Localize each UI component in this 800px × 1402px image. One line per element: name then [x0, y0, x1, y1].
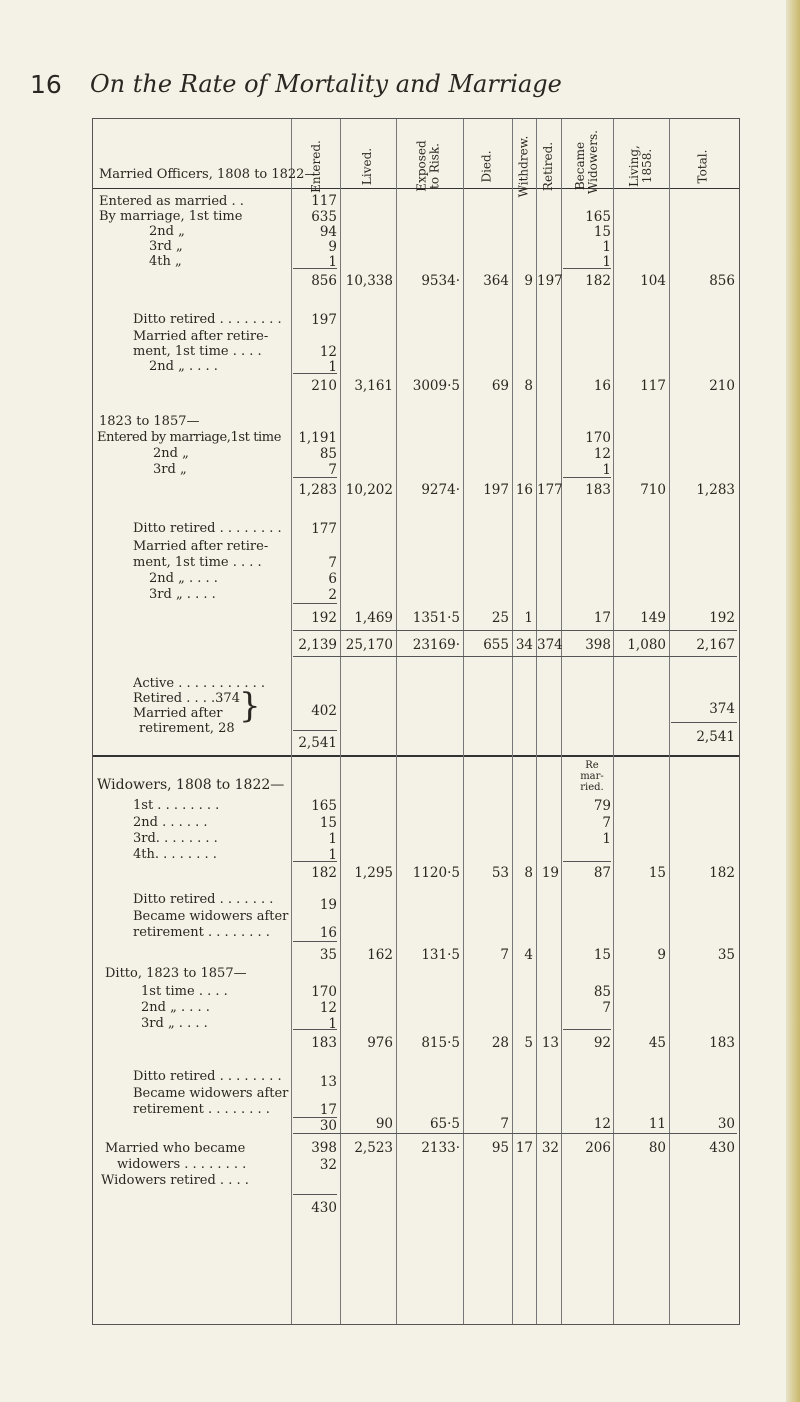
table-cell: 2,523: [354, 1140, 393, 1156]
table-cell: 17: [593, 610, 611, 626]
table-cell: 17: [515, 1140, 533, 1156]
row-label: Married after retire-: [133, 539, 269, 554]
table-cell: 15: [319, 815, 337, 831]
table-cell: 374: [709, 701, 735, 717]
table-cell: 183: [709, 1035, 735, 1051]
row-label: 3rd „: [149, 239, 183, 254]
subtotal-rule: [293, 1133, 737, 1134]
row-label: 2nd „ . . . .: [149, 571, 218, 586]
table-cell: 182: [585, 273, 611, 289]
table-cell: 32: [541, 1140, 559, 1156]
table-cell: 182: [709, 865, 735, 881]
table-cell: 104: [640, 273, 666, 289]
row-label: Ditto, 1823 to 1857—: [105, 966, 247, 981]
table-cell: 2,541: [696, 729, 735, 745]
column-header-total: Total.: [695, 149, 710, 183]
row-label: 3rd „ . . . .: [141, 1016, 208, 1031]
table-cell: 12: [319, 344, 337, 360]
table-cell: 12: [319, 1000, 337, 1016]
table-cell: 1,283: [298, 482, 337, 498]
table-cell: 430: [709, 1140, 735, 1156]
table-cell: 5: [524, 1035, 533, 1051]
table-cell: 17: [319, 1102, 337, 1118]
column-header-living-1858: Living, 1858.: [627, 145, 654, 187]
table-cell: 1,295: [354, 865, 393, 881]
brace-icon: }: [239, 686, 261, 726]
table-cell: 7: [328, 555, 337, 571]
table-cell: 149: [640, 610, 666, 626]
table-cell: 13: [541, 1035, 559, 1051]
table-cell: 25: [491, 610, 509, 626]
table-cell: 162: [367, 947, 393, 963]
remarried-note: Re mar-ried.: [580, 760, 604, 793]
table-cell: 9534·: [421, 273, 460, 289]
subtotal-rule: [293, 1194, 337, 1195]
table-cell: 374: [537, 637, 563, 653]
table-cell: 12: [593, 1116, 611, 1132]
table-cell: 19: [319, 897, 337, 913]
subtotal-rule: [293, 656, 737, 657]
row-label: ment, 1st time . . . .: [133, 344, 262, 359]
table-cell: 197: [537, 273, 563, 289]
table-cell: 19: [541, 865, 559, 881]
table-cell: 32: [319, 1157, 337, 1173]
row-label: 4th „: [149, 254, 182, 269]
section-divider: [93, 755, 739, 757]
table-cell: 9: [328, 239, 337, 255]
column-header-entered: Entered.: [308, 139, 323, 193]
table-cell: 30: [717, 1116, 735, 1132]
table-cell: 2,139: [298, 637, 337, 653]
row-label: 2nd . . . . . .: [133, 815, 208, 830]
table-cell: 90: [375, 1116, 393, 1132]
table-cell: 7: [328, 462, 337, 478]
row-label: widowers . . . . . . . .: [117, 1157, 247, 1172]
row-label: retirement . . . . . . . .: [133, 1102, 270, 1117]
table-cell: 1: [328, 254, 337, 270]
row-label: Ditto retired . . . . . . . .: [133, 312, 282, 327]
table-cell: 28: [491, 1035, 509, 1051]
table-cell: 2,541: [298, 735, 337, 751]
table-cell: 398: [311, 1140, 337, 1156]
row-label: 2nd „ . . . .: [149, 359, 218, 374]
table-cell: 15: [593, 947, 611, 963]
row-label: 1st time . . . .: [141, 984, 228, 999]
table-cell: 35: [319, 947, 337, 963]
table-cell: 177: [311, 521, 337, 537]
table-cell: 1: [328, 847, 337, 863]
table-cell: 192: [311, 610, 337, 626]
table-cell: 95: [491, 1140, 509, 1156]
table-cell: 210: [311, 378, 337, 394]
table-cell: 8: [524, 865, 533, 881]
table-cell: 182: [311, 865, 337, 881]
table-cell: 117: [640, 378, 666, 394]
table-cell: 85: [593, 984, 611, 1000]
table-cell: 34: [515, 637, 533, 653]
table-cell: 1: [602, 239, 611, 255]
subtotal-rule: [563, 1029, 611, 1030]
row-label: 1st . . . . . . . .: [133, 798, 220, 813]
row-label: Married after: [133, 706, 223, 721]
table-cell: 92: [593, 1035, 611, 1051]
table-cell: 131·5: [421, 947, 460, 963]
table-cell: 7: [500, 1116, 509, 1132]
table-cell: 402: [311, 703, 337, 719]
row-label: Became widowers after: [133, 909, 289, 924]
row-label: 2nd „: [153, 446, 189, 461]
row-label: By marriage, 1st time: [99, 209, 243, 224]
table-cell: 192: [709, 610, 735, 626]
table-cell: 1: [602, 831, 611, 847]
table-cell: 815·5: [421, 1035, 460, 1051]
row-label: 3rd „: [153, 462, 187, 477]
table-cell: 94: [319, 224, 337, 240]
page-edge: [786, 0, 800, 1402]
row-label: Active . . . . . . . . . . .: [133, 676, 265, 691]
table-cell: 1: [602, 254, 611, 270]
table-cell: 9: [657, 947, 666, 963]
table-cell: 1: [328, 359, 337, 375]
table-cell: 364: [483, 273, 509, 289]
table-cell: 165: [311, 798, 337, 814]
table-cell: 635: [311, 209, 337, 225]
table-cell: 7: [602, 815, 611, 831]
subtotal-rule: [293, 603, 337, 604]
table-cell: 1,191: [298, 430, 337, 446]
table-cell: 210: [709, 378, 735, 394]
table-cell: 1,080: [627, 637, 666, 653]
row-label: retirement . . . . . . . .: [133, 925, 270, 940]
column-rule: [463, 119, 464, 1324]
row-label: Married who became: [105, 1141, 246, 1156]
table-cell: 183: [585, 482, 611, 498]
row-label: 2nd „: [149, 224, 185, 239]
table-cell: 197: [311, 312, 337, 328]
table-cell: 856: [709, 273, 735, 289]
table-cell: 12: [593, 446, 611, 462]
table-cell: 35: [717, 947, 735, 963]
table-cell: 69: [491, 378, 509, 394]
table-cell: 1,283: [696, 482, 735, 498]
subtotal-rule: [671, 722, 737, 723]
table-cell: 206: [585, 1140, 611, 1156]
table-cell: 1: [328, 1016, 337, 1032]
table-cell: 8: [524, 378, 533, 394]
table-cell: 6: [328, 571, 337, 587]
subtotal-rule: [293, 730, 337, 731]
table-cell: 10,338: [345, 273, 393, 289]
subtotal-rule: [563, 861, 611, 862]
table-cell: 1120·5: [412, 865, 460, 881]
table-cell: 170: [311, 984, 337, 1000]
table-cell: 1: [328, 831, 337, 847]
table-cell: 30: [319, 1118, 337, 1134]
row-label: 4th. . . . . . . .: [133, 847, 217, 862]
row-label: ment, 1st time . . . .: [133, 555, 262, 570]
table-cell: 2: [328, 587, 337, 603]
row-label: Married Officers, 1808 to 1822—: [99, 167, 318, 182]
subtotal-rule: [293, 941, 337, 942]
table-cell: 177: [537, 482, 563, 498]
table-cell: 2133·: [421, 1140, 460, 1156]
table-cell: 2,167: [696, 637, 735, 653]
row-label: Retired . . . .374: [133, 691, 240, 706]
table-cell: 1351·5: [412, 610, 460, 626]
table-cell: 165: [585, 209, 611, 225]
table-cell: 87: [593, 865, 611, 881]
column-rule: [669, 119, 670, 1324]
table-cell: 25,170: [345, 637, 393, 653]
table-cell: 170: [585, 430, 611, 446]
column-rule: [613, 119, 614, 1324]
row-label: 3rd „ . . . .: [149, 587, 216, 602]
table-cell: 7: [602, 1000, 611, 1016]
row-label: Entered by marriage,1st time: [97, 430, 282, 445]
row-label: 1823 to 1857—: [99, 414, 200, 429]
row-label: 2nd „ . . . .: [141, 1000, 210, 1015]
table-cell: 16: [593, 378, 611, 394]
row-label: 3rd. . . . . . . .: [133, 831, 218, 846]
row-label: Became widowers after: [133, 1086, 289, 1101]
row-label: Ditto retired . . . . . . . .: [133, 1069, 282, 1084]
table-cell: 85: [319, 446, 337, 462]
table-cell: 15: [593, 224, 611, 240]
row-label: Widowers, 1808 to 1822—: [97, 777, 285, 793]
row-label: Ditto retired . . . . . . . .: [133, 521, 282, 536]
table-cell: 1: [602, 462, 611, 478]
column-header-withdrew: Withdrew.: [516, 135, 531, 197]
table-cell: 1: [524, 610, 533, 626]
table-cell: 1,469: [354, 610, 393, 626]
table-cell: 13: [319, 1074, 337, 1090]
table-cell: 183: [311, 1035, 337, 1051]
table-cell: 856: [311, 273, 337, 289]
table-cell: 23169·: [412, 637, 460, 653]
column-rule: [291, 119, 292, 1324]
table-cell: 197: [483, 482, 509, 498]
row-label: retirement, 28: [139, 721, 235, 736]
row-label: Entered as married . .: [99, 194, 244, 209]
table-cell: 4: [524, 947, 533, 963]
table-cell: 16: [515, 482, 533, 498]
table-cell: 9: [524, 273, 533, 289]
subtotal-rule: [293, 630, 737, 631]
table-cell: 3009·5: [412, 378, 460, 394]
row-label: Widowers retired . . . .: [101, 1173, 249, 1188]
page-number: 16: [30, 70, 62, 99]
table-cell: 11: [648, 1116, 666, 1132]
table-cell: 80: [648, 1140, 666, 1156]
column-rule: [512, 119, 513, 1324]
table-cell: 10,202: [345, 482, 393, 498]
column-header-retired: Retired.: [541, 141, 556, 191]
table-cell: 9274·: [421, 482, 460, 498]
table-cell: 3,161: [354, 378, 393, 394]
table-cell: 976: [367, 1035, 393, 1051]
row-label: Married after retire-: [133, 329, 269, 344]
column-header-became-widowers: Became Widowers.: [573, 130, 600, 194]
table-cell: 65·5: [429, 1116, 460, 1132]
table-cell: 655: [483, 637, 509, 653]
table-cell: 7: [500, 947, 509, 963]
page-header: [30, 70, 770, 110]
table-cell: 45: [648, 1035, 666, 1051]
column-rule: [561, 119, 562, 1324]
row-label: Ditto retired . . . . . . .: [133, 892, 274, 907]
column-rule: [340, 119, 341, 1324]
mortality-table: [92, 118, 740, 1325]
table-cell: 79: [593, 798, 611, 814]
table-cell: 398: [585, 637, 611, 653]
table-cell: 117: [311, 193, 337, 209]
column-header-lived: Lived.: [360, 147, 375, 185]
table-cell: 15: [648, 865, 666, 881]
column-header-exposed-to-risk: Exposed to Risk.: [415, 140, 442, 192]
table-cell: 430: [311, 1200, 337, 1216]
table-cell: 16: [319, 925, 337, 941]
table-cell: 53: [491, 865, 509, 881]
column-rule: [396, 119, 397, 1324]
column-header-died: Died.: [479, 149, 494, 183]
running-title: On the Rate of Mortality and Marriage: [90, 70, 562, 98]
table-cell: 710: [640, 482, 666, 498]
